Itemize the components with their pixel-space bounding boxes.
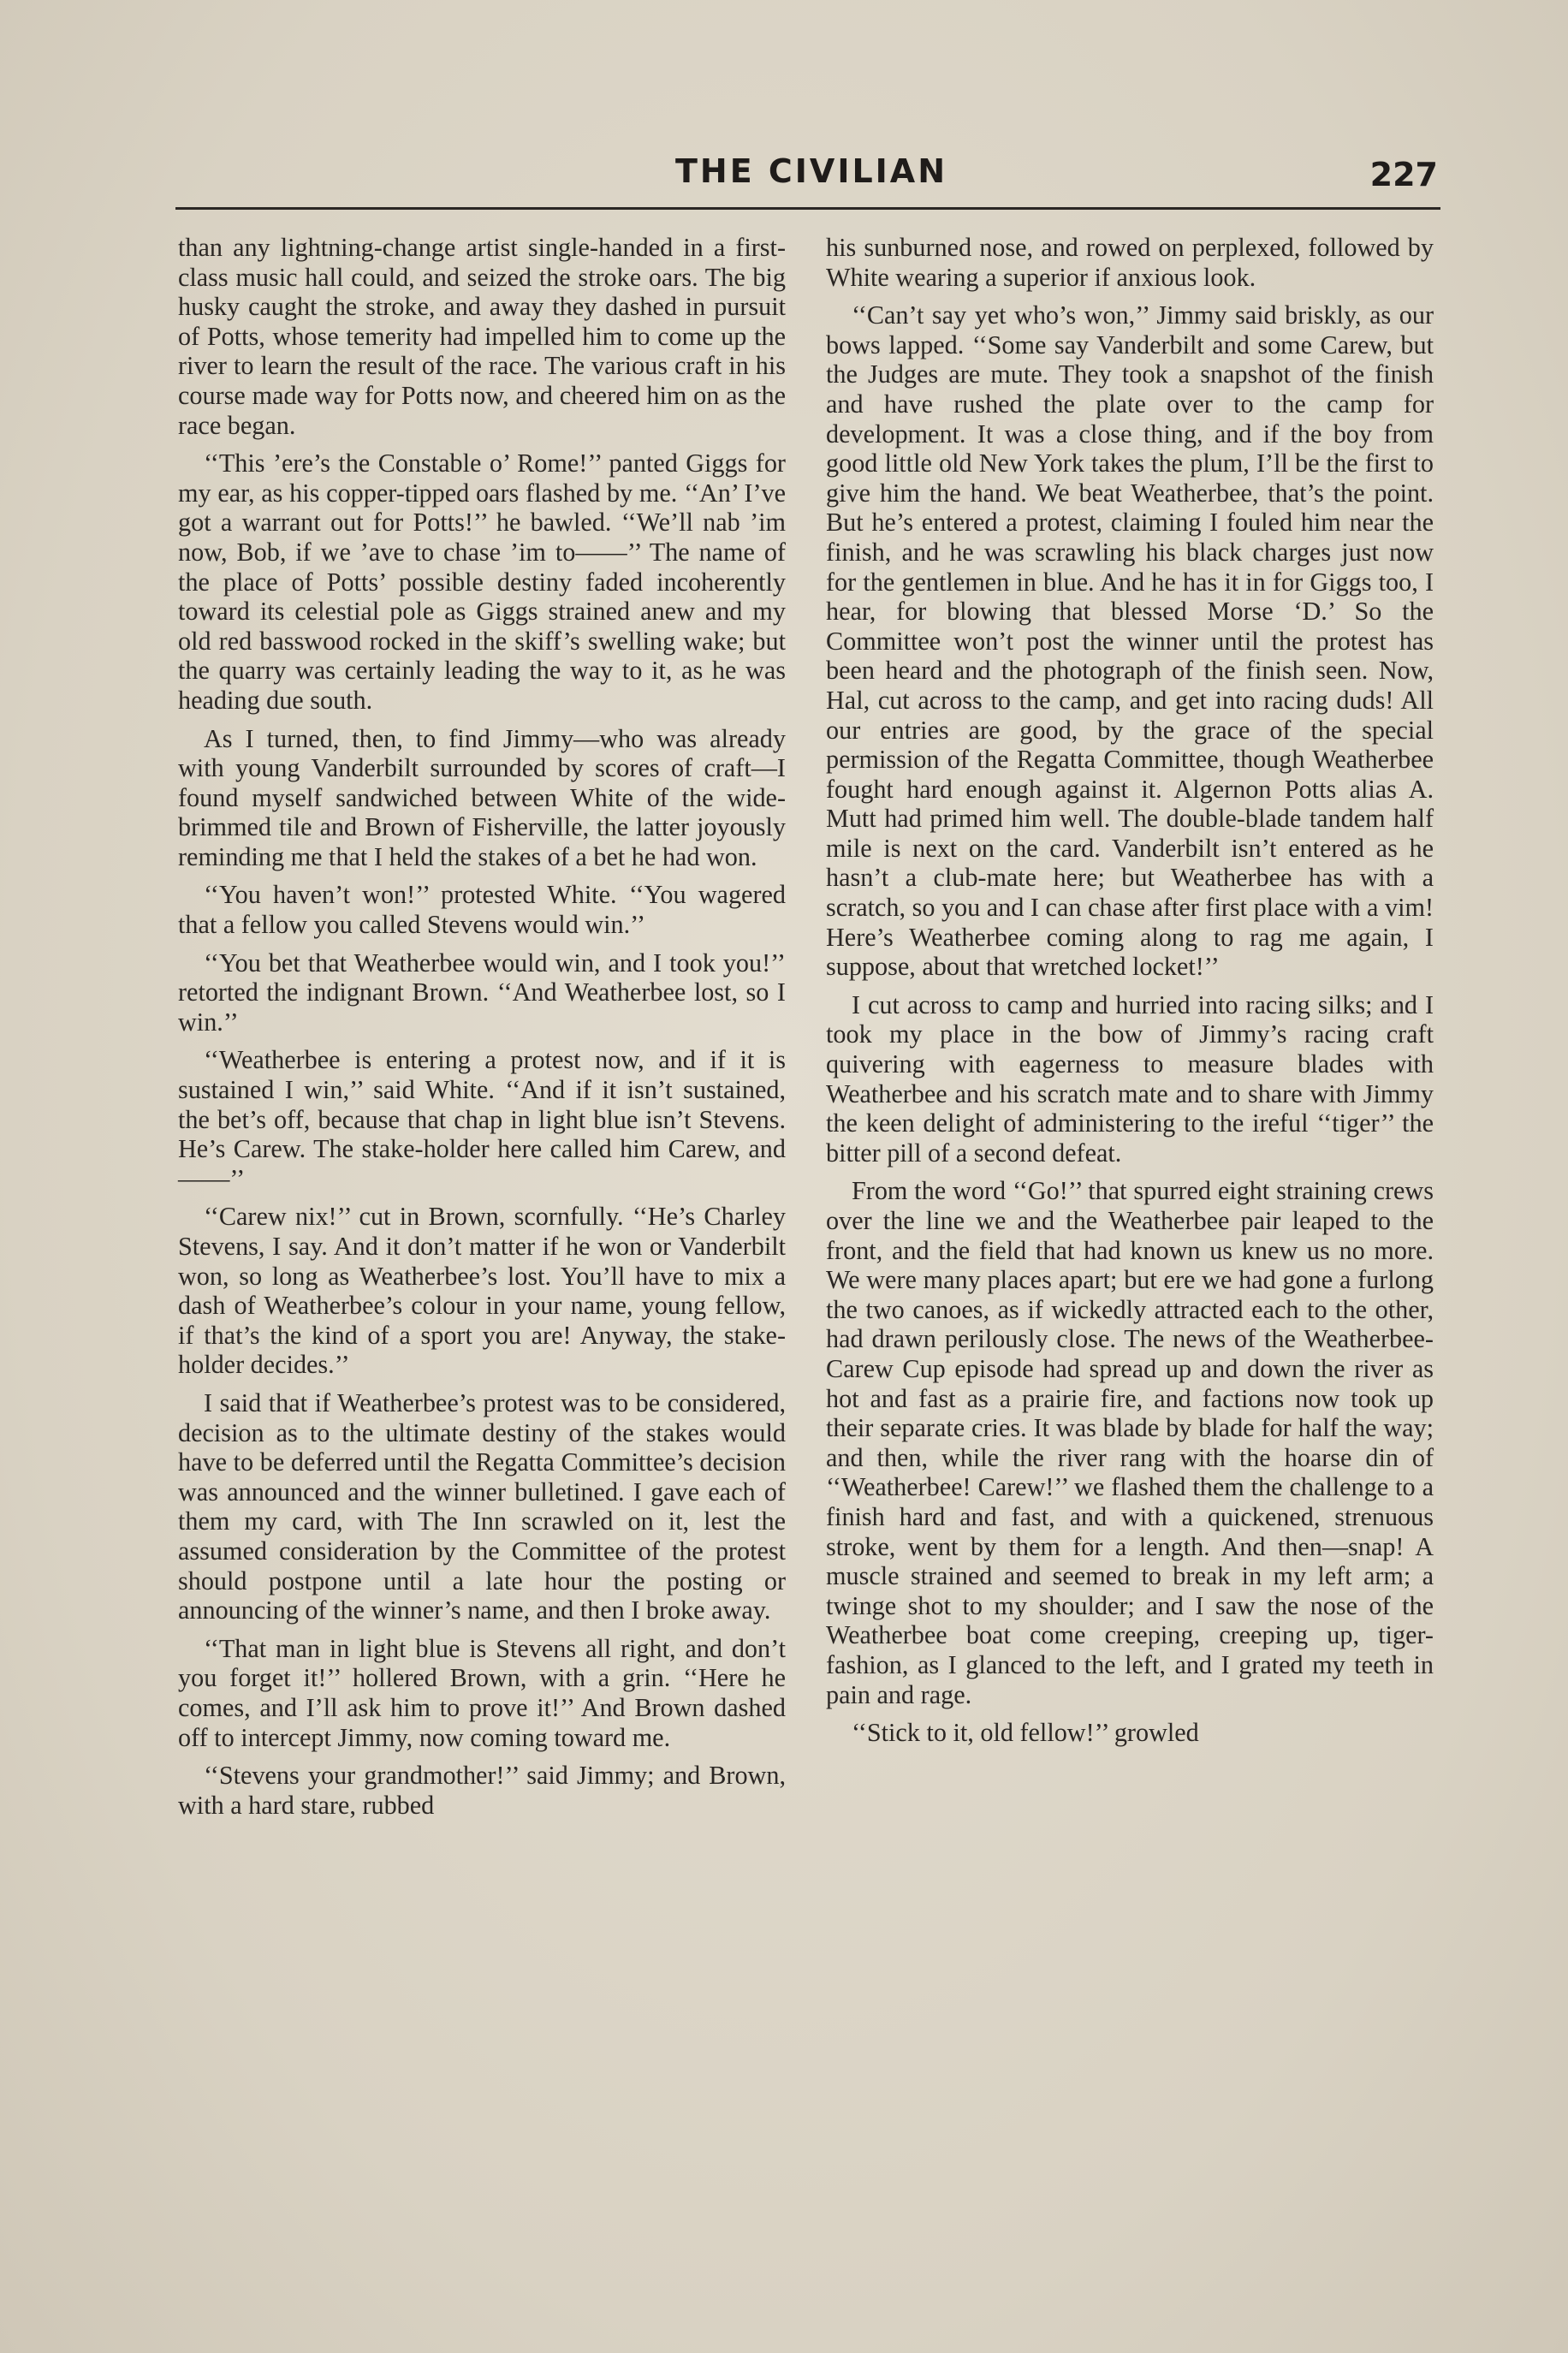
paragraph: As I turned, then, to find Jimmy—who was already with young Vanderbilt surrounded by scores of craft—I found myself sandwiched between White of the wide-brimmed tile and Brown of Fisherville, the latter joyously reminding me that I held the stakes of a bet he had won. [178,723,786,871]
paragraph: his sunburned nose, and rowed on perplexed, followed by White wearing a superior if anxious look. [826,233,1434,292]
paragraph: ‘‘Stevens your grandmother!’’ said Jimmy; and Brown, with a hard stare, rubbed [178,1761,786,1820]
paragraph: ‘‘You haven’t won!’’ protested White. ‘‘You wagered that a fellow you called Stevens would win.’’ [178,880,786,940]
paragraph: ‘‘That man in light blue is Stevens all right, and don’t you forget it!’’ hollered Brown, with a grin. ‘‘Here he comes, and I’ll ask him to prove it!’’ And Brown dashed off to intercept Jimmy, now coming toward me. [178,1633,786,1752]
paragraph: ‘‘You bet that Weatherbee would win, and I took you!’’ retorted the indignant Brown. ‘‘And Weatherbee lost, so I win.’’ [178,948,786,1037]
page-number: 227 [1369,156,1438,193]
paragraph: ‘‘Weatherbee is entering a protest now, and if it is sustained I win,’’ said White. ‘‘And if it isn’t sustained, the bet’s off, because that chap in light blue isn’t Stevens. He’s Carew. The stake-holder here called him Carew, and——’’ [178,1045,786,1193]
paragraph: ‘‘This ’ere’s the Constable o’ Rome!’’ panted Giggs for my ear, as his copper-tipped oars flashed by me. ‘‘An’ I’ve got a warrant out for Potts!’’ he bawled. ‘‘We’ll nab ’im now, Bob, if we ’ave to chase ’im to——’’ The name of the place of Potts’ possible destiny faded incoherently toward its celestial pole as Giggs strained anew and my old red basswood rocked in the skiff’s swelling wake; but the quarry was certainly leading the way to it, as he was heading due south. [178,449,786,715]
header-rule [175,207,1440,210]
paragraph: ‘‘Carew nix!’’ cut in Brown, scornfully. ‘‘He’s Charley Stevens, I say. And it don’t matter if he won or Vanderbilt won, so long as Weatherbee’s lost. You’ll have to mix a dash of Weatherbee’s colour in your name, young fellow, if that’s the kind of a sport you are! Anyway, the stake-holder decides.’’ [178,1202,786,1380]
paragraph: I cut across to camp and hurried into racing silks; and I took my place in the bow of Jimmy’s racing craft quivering with eagerness to measure blades with Weatherbee and his scratch mate and to share with Jimmy the keen delight of administering to the ireful ‘‘tiger’’ the bitter pill of a second defeat. [826,989,1434,1168]
paragraph: I said that if Weatherbee’s protest was to be considered, decision as to the ultimate destiny of the stakes would have to be deferred until the Regatta Committee’s decision was announced and the winner bulletined. I gave each of them my card, with The Inn scrawled on it, lest the assumed consideration by the Committee of the protest should postpone until a late hour the posting or announcing of the winner’s name, and then I broke away. [178,1387,786,1625]
paragraph: From the word ‘‘Go!’’ that spurred eight straining crews over the line we and the Weatherbee pair leaped to the front, and the field that had known us knew us no more. We were many places apart; but ere we had gone a furlong the two canoes, as if wickedly attracted each to the other, had drawn perilously close. The news of the Weatherbee-Carew Cup episode had spread up and down the river as hot and fast as a prairie fire, and factions now took up their separate cries. It was blade by blade for half the way; and then, while the river rang with the hoarse din of ‘‘Weatherbee! Carew!’’ we flashed them the challenge to a finish hard and fast, and with a quickened, strenuous stroke, went by them for a length. And then—snap! A muscle strained and seemed to break in my left arm; a twinge shot to my shoulder; and I saw the nose of the Weatherbee boat come creeping, creeping up, tiger-fashion, as I glanced to the left, and I grated my teeth in pain and rage. [826,1176,1434,1709]
journal-title: THE CIVILIAN [674,152,948,190]
left-column [178,233,786,1820]
page-header [178,152,1445,204]
paragraph: than any lightning-change artist single-handed in a first-class music hall could, and seized the stroke oars. The big husky caught the stroke, and away they dashed in pursuit of Potts, whose temerity had impelled him to come up the river to learn the result of the race. The various craft in his course made way for Potts now, and cheered him on as the race began. [178,233,786,440]
paragraph: ‘‘Stick to it, old fellow!’’ growled [852,1718,1199,1748]
paragraph: ‘‘Can’t say yet who’s won,’’ Jimmy said briskly, as our bows lapped. ‘‘Some say Vanderbilt and some Carew, but the Judges are mute. They took a snapshot of the finish and have rushed the plate over to the camp for development. It was a close thing, and if the boy from good little old New York takes the plum, I’ll be the first to give him the hand. We beat Weatherbee, that’s the point. But he’s entered a protest, claiming I fouled him near the finish, and he was scrawling his black charges just now for the gentlemen in blue. And he has it in for Giggs too, I hear, for blowing that blessed Morse ‘D.’ So the Committee won’t post the winner until the protest has been heard and the photograph of the finish seen. Now, Hal, cut across to the camp, and get into racing duds! All our entries are good, by the grace of the special permission of the Regatta Committee, though Weatherbee fought hard enough against it. Algernon Potts alias A. Mutt had primed him well. The double-blade tandem half mile is next on the card. Vanderbilt isn’t entered as he hasn’t a club-mate here; but Weatherbee has with a scratch, so you and I can chase after first place with a vim! Here’s Weatherbee coming along to rag me again, I suppose, about that wretched locket!’’ [826,300,1434,982]
right-column [826,233,1434,1748]
